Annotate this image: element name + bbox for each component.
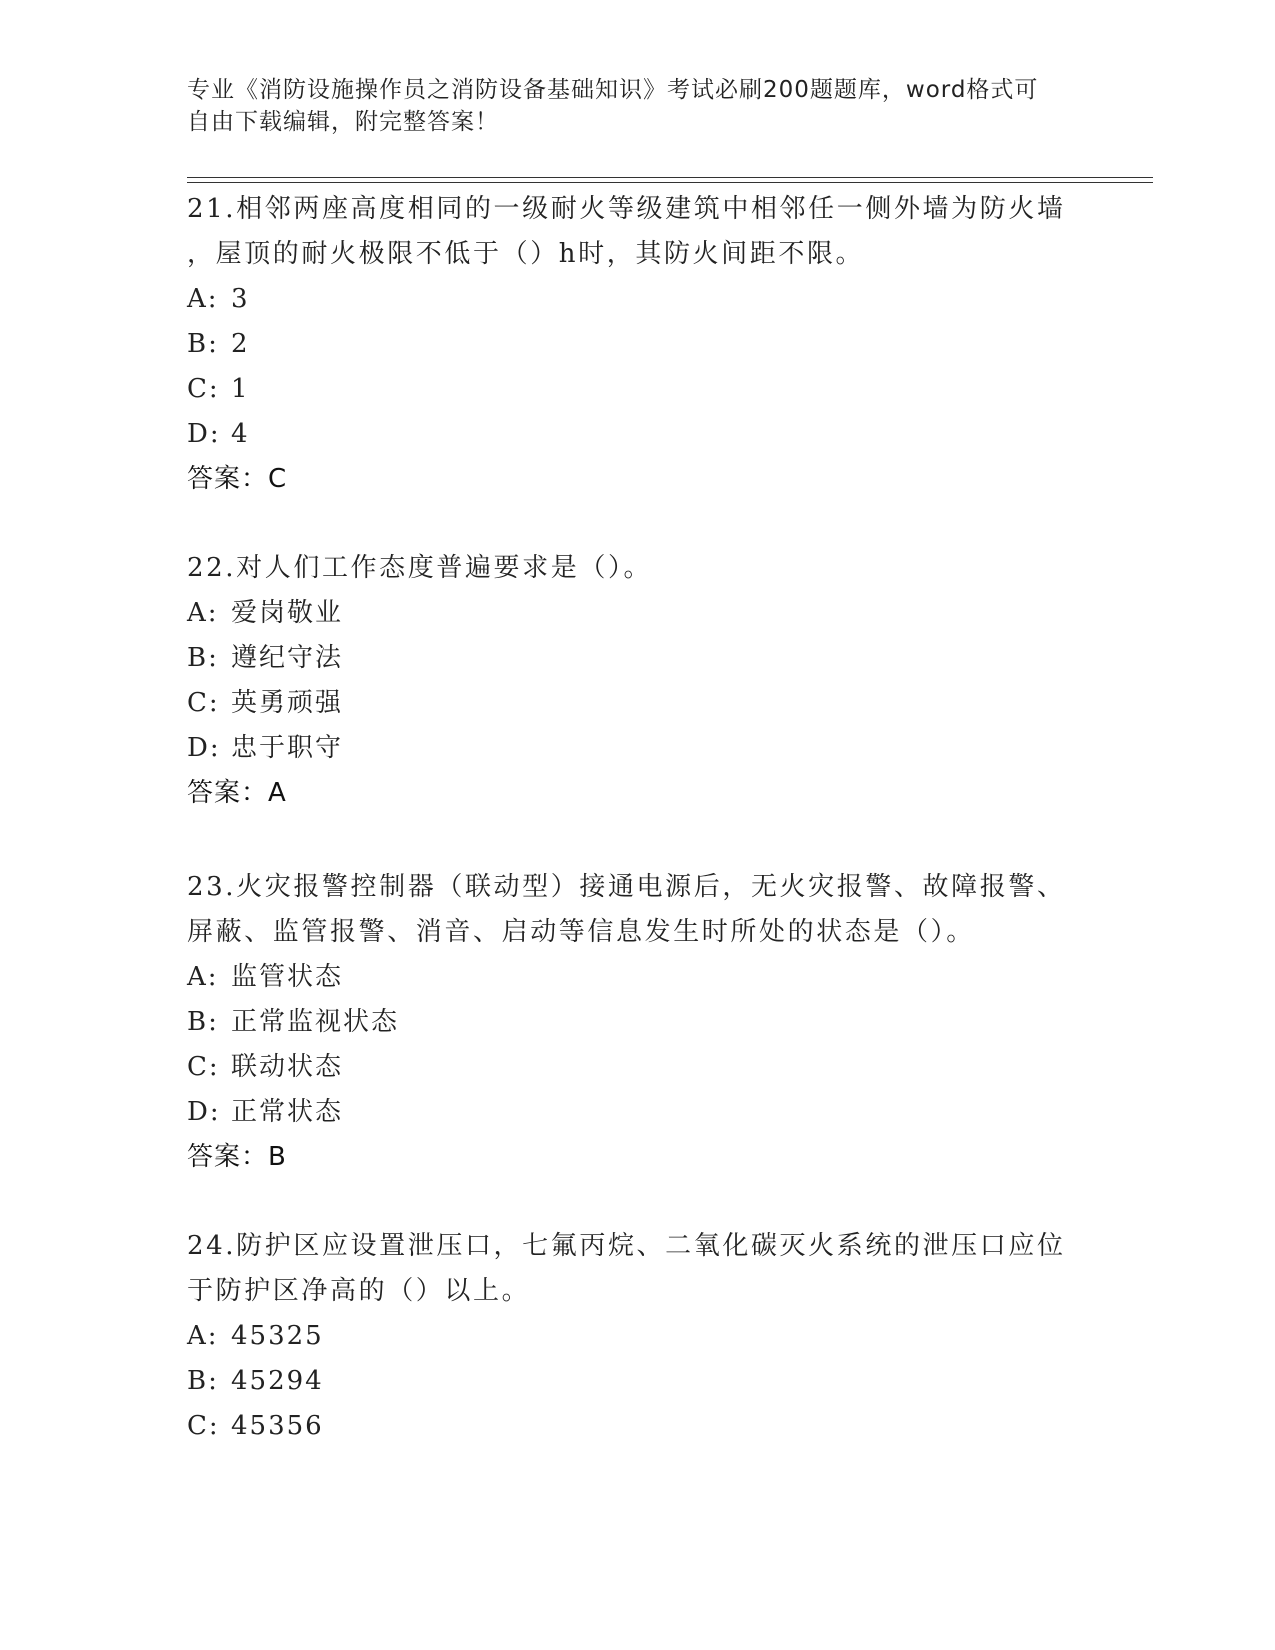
option-b <box>187 322 1087 367</box>
option-a <box>187 1314 1087 1359</box>
option-b <box>187 636 1087 681</box>
option-text: 2 <box>231 329 250 359</box>
option-a <box>187 277 1087 322</box>
option-letter: B: <box>187 1007 219 1037</box>
question-stem-line: 22.对人们工作态度普遍要求是（）。 <box>187 553 653 583</box>
option-d <box>187 1090 1087 1135</box>
question-stem-line: 屏蔽、监管报警、消音、启动等信息发生时所处的状态是（）。 <box>187 917 975 947</box>
header-line-2: 自由下载编辑，附完整答案！ <box>187 109 499 135</box>
question-24 <box>187 1224 1087 1449</box>
question-stem-line: ，屋顶的耐火极限不低于（）h时，其防火间距不限。 <box>187 239 865 269</box>
answer-label: 答案： <box>187 1142 269 1172</box>
option-text: 45356 <box>231 1411 324 1441</box>
option-text: 遵纪守法 <box>231 643 344 673</box>
question-21 <box>187 187 1087 502</box>
option-letter: B: <box>187 643 219 673</box>
option-letter: A: <box>187 962 219 992</box>
option-text: 爱岗敬业 <box>231 598 344 628</box>
option-letter: A: <box>187 598 219 628</box>
option-letter: B: <box>187 329 219 359</box>
option-letter: C: <box>187 1411 220 1441</box>
option-b <box>187 1359 1087 1404</box>
option-c <box>187 367 1087 412</box>
answer-value: C <box>268 464 288 494</box>
answer-line <box>187 457 1087 502</box>
answer-line <box>187 771 1087 816</box>
header-line-1: 专业《消防设施操作员之消防设备基础知识》考试必刷200题题库，word格式可 <box>187 77 1039 103</box>
option-d <box>187 726 1087 771</box>
option-letter: A: <box>187 1321 219 1351</box>
option-text: 1 <box>231 374 250 404</box>
option-text: 正常状态 <box>231 1097 344 1127</box>
option-letter: C: <box>187 374 220 404</box>
header-divider-bottom <box>187 182 1153 183</box>
option-text: 联动状态 <box>231 1052 344 1082</box>
answer-line <box>187 1135 1087 1180</box>
option-letter: C: <box>187 1052 220 1082</box>
question-stem-line: 24.防护区应设置泄压口，七氟丙烷、二氧化碳灭火系统的泄压口应位 <box>187 1231 1066 1261</box>
option-text: 监管状态 <box>231 962 344 992</box>
option-text: 忠于职守 <box>231 733 344 763</box>
option-c <box>187 1045 1087 1090</box>
question-stem-line: 23.火灾报警控制器（联动型）接通电源后，无火灾报警、故障报警、 <box>187 872 1066 902</box>
option-text: 45294 <box>231 1366 324 1396</box>
option-text: 3 <box>231 284 250 314</box>
option-letter: D: <box>187 1097 221 1127</box>
answer-value: A <box>268 778 287 808</box>
document-header <box>187 74 1067 138</box>
option-text: 45325 <box>231 1321 324 1351</box>
question-stem-line: 21.相邻两座高度相同的一级耐火等级建筑中相邻任一侧外墙为防火墙 <box>187 194 1066 224</box>
option-a <box>187 591 1087 636</box>
option-letter: C: <box>187 688 220 718</box>
question-22 <box>187 546 1087 816</box>
header-divider-top <box>187 177 1153 178</box>
answer-label: 答案： <box>187 464 269 494</box>
option-c <box>187 681 1087 726</box>
option-text: 正常监视状态 <box>231 1007 400 1037</box>
option-b <box>187 1000 1087 1045</box>
option-text: 英勇顽强 <box>231 688 344 718</box>
question-stem-line: 于防护区净高的（）以上。 <box>187 1276 531 1306</box>
option-letter: D: <box>187 733 221 763</box>
answer-label: 答案： <box>187 778 269 808</box>
option-letter: D: <box>187 419 221 449</box>
option-text: 4 <box>231 419 250 449</box>
question-23 <box>187 865 1087 1180</box>
option-letter: B: <box>187 1366 219 1396</box>
option-d <box>187 412 1087 457</box>
option-letter: A: <box>187 284 219 314</box>
option-a <box>187 955 1087 1000</box>
answer-value: B <box>268 1142 287 1172</box>
option-c <box>187 1404 1087 1449</box>
